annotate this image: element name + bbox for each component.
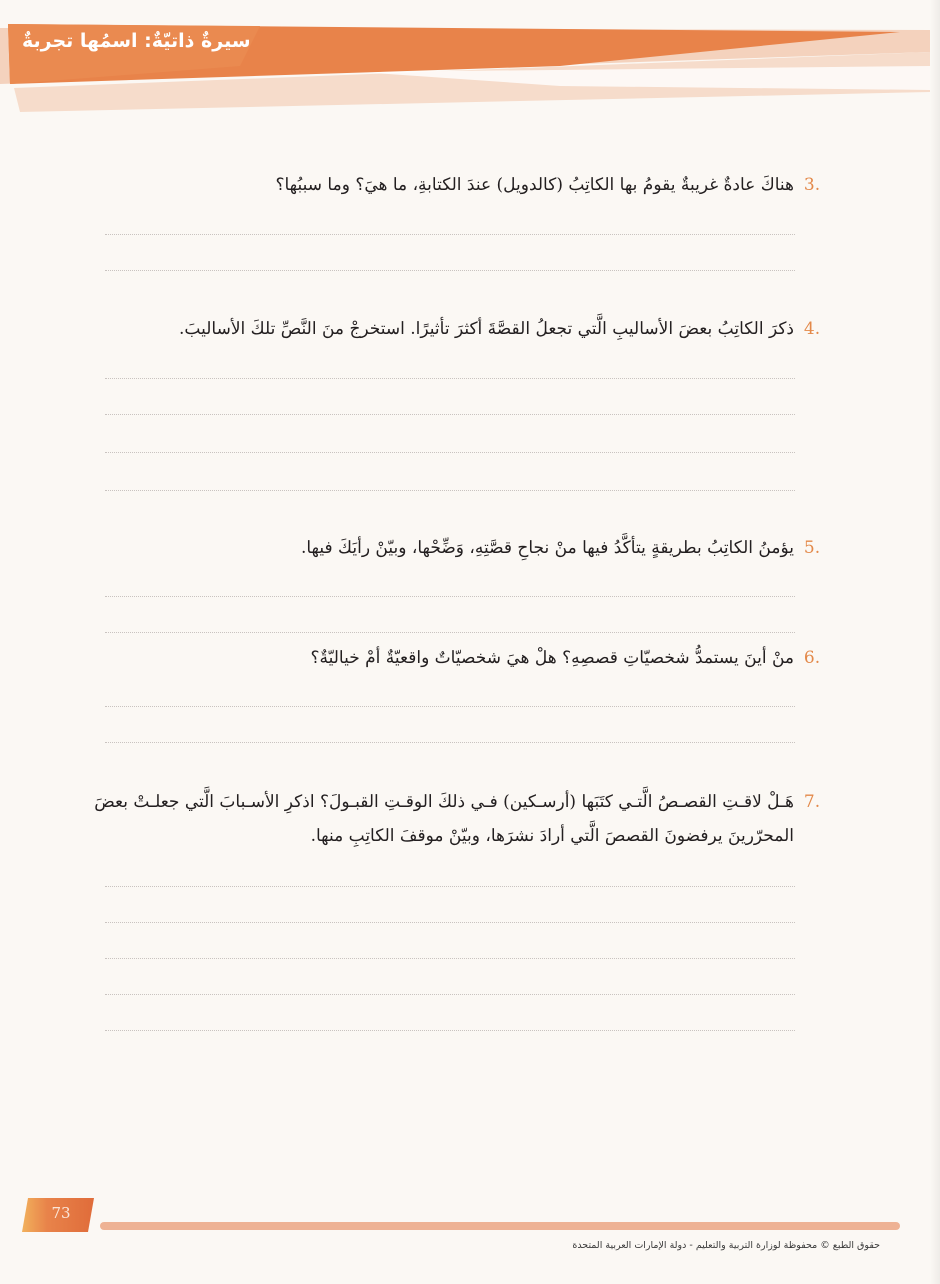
answer-line[interactable] [105,886,795,887]
question-4 [90,314,830,344]
question-6 [90,643,830,673]
answer-line[interactable] [105,414,795,415]
section-title: سيرةٌ ذاتيّةٌ: اسمُها تجربةٌ [22,30,251,52]
answer-line[interactable] [105,922,795,923]
answer-line[interactable] [105,1030,795,1031]
page-edge-shadow [930,0,940,1284]
answer-line[interactable] [105,706,795,707]
question-number: 3. [803,175,821,195]
question-7 [90,787,830,851]
copyright-notice: حقوق الطبع © محفوظة لوزارة التربية والتعليم - دولة الإمارات العربية المتحدة [572,1240,880,1251]
answer-line[interactable] [105,270,795,271]
answer-line[interactable] [105,742,795,743]
question-text: منْ أينَ يستمدُّ شخصيّاتِ قصصِهِ؟ هلْ هيَ شخصيّاتٌ واقعيّةٌ أمْ خياليّةٌ؟ [310,648,794,668]
answer-line[interactable] [105,378,795,379]
question-text: هناكَ عادةٌ غريبةٌ يقومُ بها الكاتِبُ (كالدويل) عندَ الكتابةِ، ما هيَ؟ وما سببُها؟ [275,175,794,195]
answer-line[interactable] [105,452,795,453]
answer-line[interactable] [105,490,795,491]
answer-line[interactable] [105,234,795,235]
answer-line[interactable] [105,994,795,995]
header-banner [0,0,940,120]
question-number: 4. [803,319,821,339]
page-number: 73 [51,1204,71,1222]
question-text: هَـلْ لاقـتِ القصـصُ الَّتـي كتَبَها (أرسـكين) فـي ذلكَ الوقـتِ القبـولَ؟ اذكرِ الأسـبابَ الَّتي جعلـتْ بعضَ [94,792,794,812]
question-number: 5. [803,538,821,558]
question-number: 7. [803,792,821,812]
question-text: ذكرَ الكاتِبُ بعضَ الأساليبِ الَّتي تجعلُ القصَّةَ أكثرَ تأثيرًا. استخرجْ منَ النَّصِّ تلكَ الأساليبَ. [178,319,794,339]
question-3 [90,170,830,200]
question-text-continued: المحرّرينَ يرفضونَ القصصَ الَّتي أرادَ نشرَها، وبيّنْ موقفَ الكاتِبِ منها. [310,826,794,846]
question-text: يؤمنُ الكاتِبُ بطريقةٍ يتأكَّدُ فيها منْ نجاحِ قصَّتِهِ، وَضِّحْها، وبيّنْ رأيَكَ فيها. [300,538,794,558]
question-5 [90,533,830,563]
answer-line[interactable] [105,958,795,959]
answer-line[interactable] [105,596,795,597]
answer-line[interactable] [105,632,795,633]
question-number: 6. [803,648,821,668]
footer-bar [100,1222,900,1230]
